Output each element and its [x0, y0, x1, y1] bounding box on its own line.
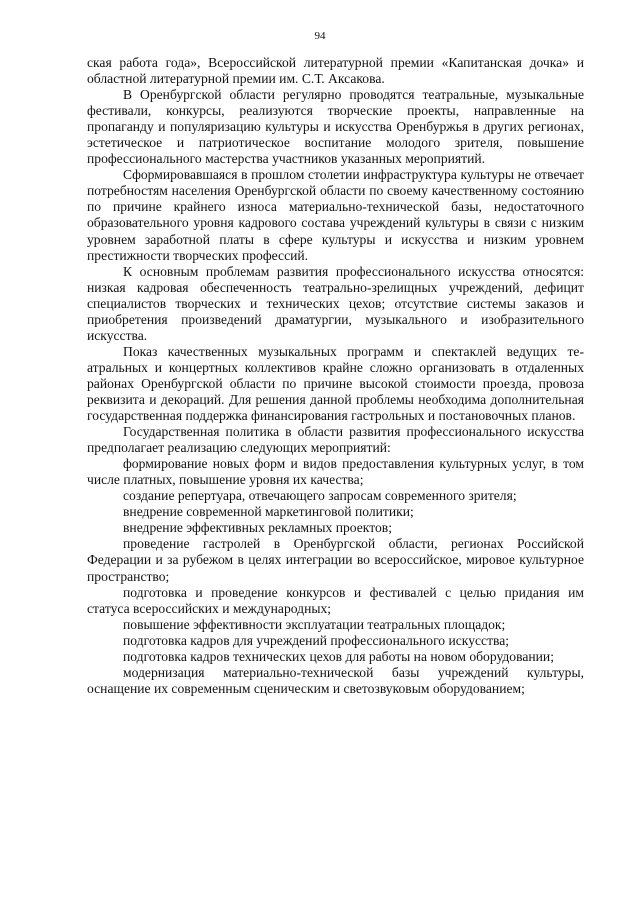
paragraph-touring: Показ качественных музыкальных программ и спектаклей ведущих театральных и концертных коллективов крайне сложно организовать в отдаленных районах Оренбургской области по причине высокой стоимости проезда, провоза реквизита и декораций. Для решения данной проблемы необходима дополнительная государственная поддержка финансирования гастрольных и постановочных планов. [87, 343, 584, 424]
list-item: повышение эффективности эксплуатации театральных площадок; [123, 616, 506, 632]
list-item: формирование новых форм и видов предоставления культурных услуг, в том числе платных, повышение уровня их качества; [87, 456, 584, 488]
paragraph-festivals: В Оренбургской области регулярно проводятся театральные, музыкальные фестивали, конкурсы, реализуются творческие проекты, направленные на пропаганду и популяризацию культуры и искусства Оренбуржья в других регионах, эстетическое и патриотическое воспитание молодого зрителя, повышение профессионального мастерства участников указанных мероприятий. [87, 87, 584, 167]
list-item: проведение гастролей в Оренбургской области, регионах Российской Федерации и за рубежом в целях интеграции во всероссийское, мировое культурное пространство; [87, 536, 584, 584]
paragraph-infrastructure: Сформировавшаяся в прошлом столетии инфраструктура культуры не отвечает потребностям населения Оренбургской области по своему качественному состоянию по причине крайнего износа материально-технической базы, недостаточного образовательного уровня кадрового состава учреждений культуры в связи с низким уровнем заработной платы в сфере культуры и искусства и низким уровнем престижности творческих профессий. [87, 167, 584, 263]
list-item: подготовка и проведение конкурсов и фестивалей с целью придания им статуса всероссийских и международных; [87, 584, 584, 616]
page-number: 94 [314, 30, 326, 42]
list-item: внедрение современной маркетинговой политики; [123, 504, 414, 520]
list-item: подготовка кадров для учреждений профессионального искусства; [123, 632, 510, 648]
paragraph-continuation: ская работа года», Всероссийской литературной премии «Капитанская дочка» и областной литературной премии им. С.Т. Аксакова. [87, 55, 584, 87]
list-item: внедрение эффективных рекламных проектов; [123, 520, 392, 536]
list-item: подготовка кадров технических цехов для работы на новом оборудовании; [123, 648, 554, 664]
paragraph-problems: К основным проблемам развития профессионального искусства относятся: низкая кадровая обеспеченность театрально-зрелищных учреждений, дефицит специалистов творческих и технических цехов; отсутствие системы заказов и приобретения произведений драматургии, музыкального и изобразительного искусства. [87, 263, 584, 343]
document-body [87, 55, 584, 697]
paragraph-policy-intro: Государственная политика в области развития профессионального искусства предполагает реализацию следующих мероприятий: [87, 424, 584, 456]
list-item: создание репертуара, отвечающего запросам современного зрителя; [123, 488, 517, 504]
list-item: модернизация материально-технической базы учреждений культуры, оснащение их современным сценическим и светозвуковым оборудованием; [87, 664, 584, 696]
